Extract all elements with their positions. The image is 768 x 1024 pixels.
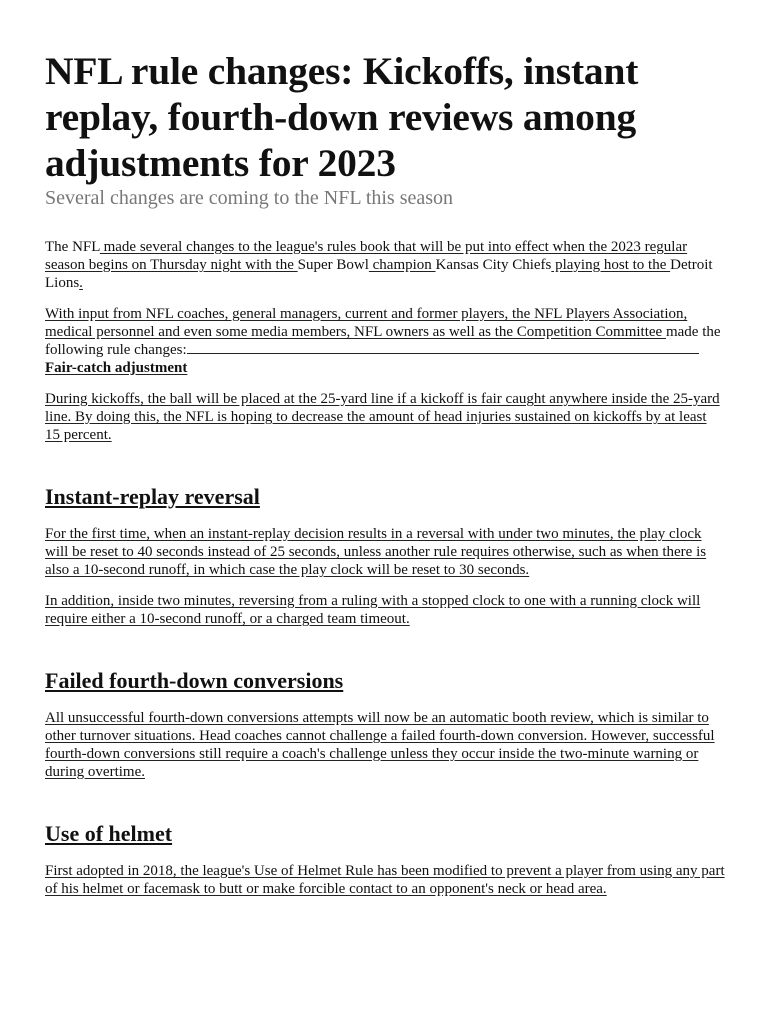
fair-catch-paragraph: During kickoffs, the ball will be placed at the 25-yard line if a kickoff is fair caught anywhere inside the 25-yard line. By doing this, the NFL is hoping to decrease the amount of head injuries sustained on kickoffs by at least 15 percent. [45,391,720,443]
article-subtitle: Several changes are coming to the NFL this season [45,187,454,209]
underline-rule [187,353,699,354]
use-of-helmet-heading: Use of helmet [45,821,173,846]
fair-catch-heading: Fair-catch adjustment [45,360,188,376]
article [45,48,725,898]
link-detroit-lions[interactable]: Detroit Lions [45,257,713,291]
paragraph-input-tail: made the following rule changes: [45,324,721,358]
link-kansas-city-chiefs[interactable]: Kansas City Chiefs [435,257,552,273]
instant-replay-paragraph-2: In addition, inside two minutes, reversing from a ruling with a stopped clock to one with a running clock will require either a 10-second runoff, or a charged team timeout. [45,593,701,627]
failed-fourth-down-heading: Failed fourth-down conversions [45,668,344,693]
intro-text-4: . [79,275,83,291]
instant-replay-paragraph-1: For the first time, when an instant-replay decision results in a reversal with under two minutes, the play clock will be reset to 40 seconds instead of 25 seconds, unless another rule requires otherwise, such as when there is also a 10-second runoff, in which case the play clock will be reset to 30 seconds. [45,526,707,578]
link-super-bowl[interactable]: Super Bowl [297,257,369,273]
intro-text-3: playing host to the [551,257,671,273]
intro-text-2: champion [368,257,436,273]
link-nfl[interactable]: The NFL [45,239,100,255]
intro-paragraph [45,238,725,292]
paragraph-input [45,305,725,359]
instant-replay-heading: Instant-replay reversal [45,484,260,509]
use-of-helmet-paragraph: First adopted in 2018, the league's Use of Helmet Rule has been modified to prevent a player from using any part of his helmet or facemask to butt or make forcible contact to an opponent's neck or head area. [45,863,725,897]
intro-text-1: made several changes to the league's rules book that will be put into effect when the 2023 regular season begins on Thursday night with the [45,239,688,273]
failed-fourth-down-paragraph: All unsuccessful fourth-down conversions attempts will now be an automatic booth review, which is similar to other turnover situations. Head coaches cannot challenge a failed fourth-down conversion. However, successful fourth-down conversions still require a coach's challenge unless they occur inside the two-minute warning or during overtime. [45,710,715,780]
paragraph-input-text: With input from NFL coaches, general managers, current and former players, the NFL Players Association, medical personnel and even some media members, NFL owners as well as the Competition Committee [45,306,688,340]
article-title: NFL rule changes: Kickoffs, instant replay, fourth-down reviews among adjustments for 2023 [45,49,639,185]
